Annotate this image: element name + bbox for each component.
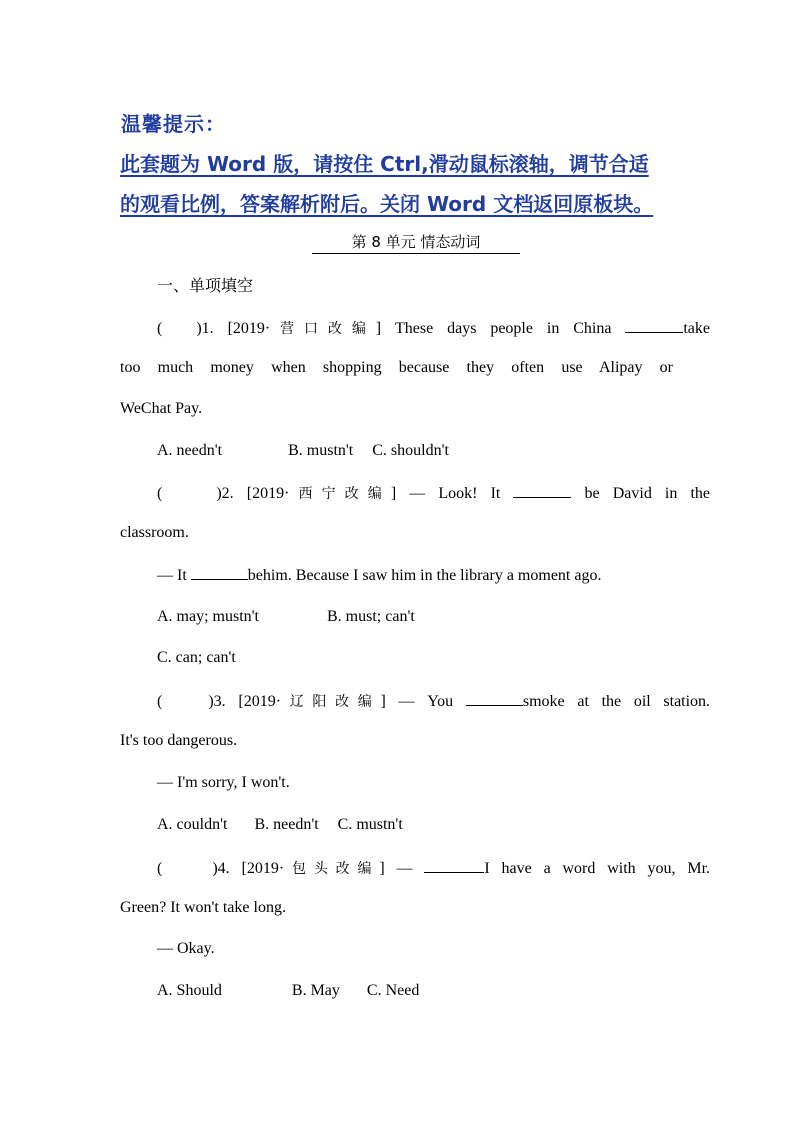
question-stem-text: take — [683, 320, 711, 337]
question-1-stem — [157, 318, 710, 339]
tip-heading: 温馨提示： — [121, 112, 226, 136]
question-3-stem — [157, 691, 710, 712]
option-b: B. May — [291, 982, 340, 999]
question-number: )1. — [196, 320, 214, 337]
option-a: A. needn't — [157, 442, 223, 459]
option-c: C. shouldn't — [372, 442, 449, 459]
question-number: )4. — [212, 860, 230, 877]
answer-blank — [513, 483, 571, 498]
answer-blank — [625, 318, 683, 333]
option-a: A. Should — [157, 982, 222, 999]
question-open-paren: ( — [157, 860, 163, 877]
question-number: )2. — [216, 485, 234, 502]
question-stem-text: I have a word with you, Mr. — [484, 860, 711, 877]
unit-title: 第 8 单元 情态动词 — [312, 231, 520, 254]
question-number: )3. — [208, 693, 226, 710]
question-3-line-2: It's too dangerous. — [120, 732, 238, 749]
question-2-reply — [157, 565, 601, 586]
question-2-stem — [157, 483, 710, 504]
question-source: [2019·包头改编] — [241, 860, 385, 877]
question-4-reply: — Okay. — [157, 940, 215, 957]
question-source: [2019·西宁改编] — [246, 485, 397, 502]
reply-text: behim. Because I saw him in the library a moment ago. — [247, 567, 602, 584]
option-c: C. can; can't — [157, 649, 236, 666]
option-a: A. couldn't — [157, 816, 228, 833]
option-c: C. Need — [366, 982, 420, 999]
option-a: A. may; mustn't — [157, 608, 259, 625]
option-b: B. must; can't — [327, 608, 415, 625]
question-4-line-2: Green? It won't take long. — [120, 899, 286, 916]
question-4-options — [157, 981, 419, 1001]
question-2-options-2 — [157, 648, 236, 668]
question-open-paren: ( — [157, 485, 163, 502]
question-stem-text: — Look! It — [409, 485, 501, 502]
question-2-options-1 — [157, 607, 415, 627]
question-1-line-2: too much money when shopping because they often use Alipay or — [120, 359, 673, 376]
question-1-options — [157, 441, 449, 461]
question-stem-text: smoke at the oil station. — [522, 693, 711, 710]
question-stem-text: — You — [398, 693, 454, 710]
question-3-options — [157, 815, 403, 835]
option-c: C. mustn't — [337, 816, 403, 833]
answer-blank — [424, 858, 484, 873]
question-open-paren: ( — [157, 320, 163, 337]
question-3-reply: — I'm sorry, I won't. — [157, 774, 290, 791]
answer-blank — [191, 565, 248, 580]
question-1-line-3: WeChat Pay. — [120, 400, 203, 417]
question-source: [2019·辽阳改编] — [238, 693, 386, 710]
question-stem-text: — — [396, 860, 413, 877]
option-b: B. needn't — [254, 816, 319, 833]
question-2-line-2: classroom. — [120, 524, 189, 541]
tip-line-1: 此套题为 Word 版，请按住 Ctrl,滑动鼠标滚轴，调节合适 — [120, 152, 649, 176]
reply-text: — It — [157, 567, 187, 584]
section-title: 一、单项填空 — [157, 276, 254, 295]
question-stem-text: be David in the — [584, 485, 711, 502]
question-source: [2019·营口改编] — [227, 320, 382, 337]
question-open-paren: ( — [157, 693, 163, 710]
question-4-stem — [157, 858, 710, 879]
tip-line-2: 的观看比例，答案解析附后。关闭 Word 文档返回原板块。 — [120, 192, 654, 216]
option-b: B. mustn't — [288, 442, 354, 459]
answer-blank — [466, 691, 523, 706]
question-stem-text: These days people in China — [394, 320, 612, 337]
